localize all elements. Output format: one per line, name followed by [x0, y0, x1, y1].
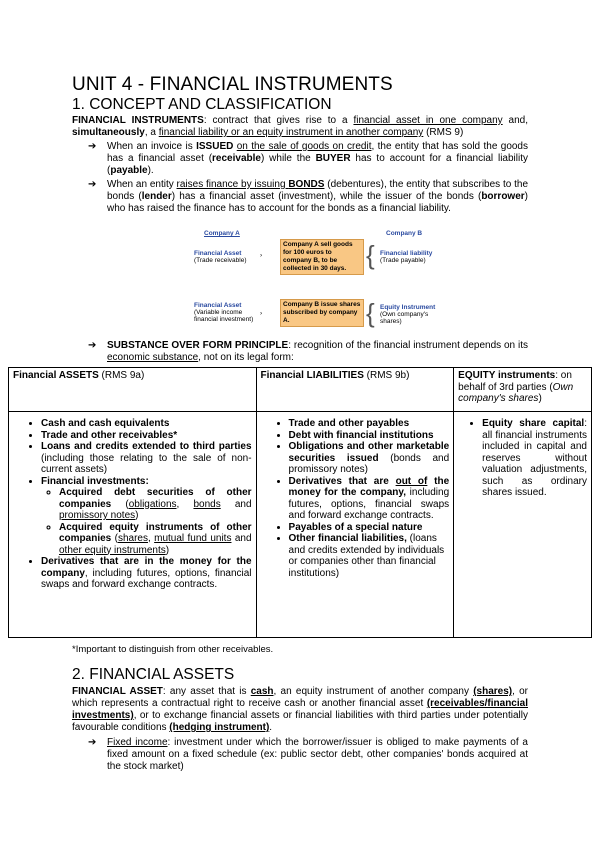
section-1-heading: 1. CONCEPT AND CLASSIFICATION	[72, 96, 332, 113]
share-issue-box: Company B issue shares subscribed by company A.	[280, 299, 364, 327]
company-b-label: Company B	[386, 230, 423, 237]
list-item: • Derivatives that are in the money for the company, including futures, options, financial swaps and forward exchange contracts.	[41, 556, 252, 591]
list-item: • Trade and other payables	[289, 418, 450, 430]
list-item: • Equity share capital: all financial instruments included in capital and reserves without valuation adjustments, such as ordinary shares issued.	[482, 418, 587, 499]
fa-definition: FINANCIAL ASSET: any asset that is cash, an equity instrument of another company (shares), or which represents a contractual right to receive cash or another financial asset (receivables/financial investments), or to exchange financial assets or financial liabilities with third parties under potentially favourable conditions (hedging instrument).	[72, 686, 529, 733]
list-item: • Loans and credits extended to third parties (including those relating to the sale of non-current assets)	[41, 441, 252, 476]
list-item: • Obligations and other marketable securities issued (bonds and promissory notes)	[289, 441, 450, 476]
financial-asset-1: Financial Asset (Trade receivable)	[194, 250, 247, 264]
header-assets: Financial ASSETS (RMS 9a)	[9, 368, 257, 412]
transaction-diagram: Company A Company B Financial Asset (Trade receivable) › Company A sell goods for 100 euros to company B, to be collected in 30 days. { Financial liability (Trade payable) Financial Asset (Variable income financial investment) › Company B issue shares subscribed by company A. { Equity Instrument (Own company's shares)	[194, 230, 436, 328]
bullet-bonds: ➔ When an entity raises finance by issuing BONDS (debentures), the entity that subscribes to the bonds (lender) has a financial asset (investment), while the issuer of the bonds (borrower) who has raised the finance has to account for the bonds as a financial liability.	[88, 179, 529, 214]
list-item: • Trade and other receivables*	[41, 430, 252, 442]
liabilities-cell	[256, 412, 454, 638]
list-item: ◦ Acquired equity instruments of other companies (shares, mutual fund units and other equity instruments)	[59, 522, 252, 557]
equity-cell	[454, 412, 592, 638]
list-item: ◦ Acquired debt securities of other companies (obligations, bonds and promissory notes)	[59, 487, 252, 522]
header-liabilities: Financial LIABILITIES (RMS 9b)	[256, 368, 454, 412]
section-2-heading: 2. FINANCIAL ASSETS	[72, 666, 235, 683]
header-equity: EQUITY instruments: on behalf of 3rd parties (Own company's shares)	[454, 368, 592, 412]
footnote: *Important to distinguish from other receivables.	[72, 644, 274, 655]
list-item: • Cash and cash equivalents	[41, 418, 252, 430]
financial-asset-2: Financial Asset (Variable income financial investment)	[194, 302, 254, 323]
list-item: • Financial investments: ◦ Acquired debt securities of other companies (obligations, bonds and promissory notes) ◦ Acquired equity instruments of other companies (shares, mutual fund units and other equity instruments)	[41, 476, 252, 557]
company-a-label: Company A	[204, 230, 240, 237]
assets-cell	[9, 412, 257, 638]
list-item: • Payables of a special nature	[289, 522, 450, 534]
bullet-fixed-income: ➔ Fixed income: investment under which the borrower/issuer is obliged to make payments of a fixed amount on a fixed schedule (ex: public sector debt, other companies' bonds acquired at the stock market)	[88, 737, 528, 772]
bullet-substance: ➔ SUBSTANCE OVER FORM PRINCIPLE: recognition of the financial instrument depends on its economic substance, not on its legal form:	[88, 340, 528, 363]
list-item: • Derivatives that are out of the money for the company, including futures, options, financial swaps and forward exchange contracts.	[289, 476, 450, 522]
list-item: • Other financial liabilities, (loans and credits extended by individuals or companies other than financial institutions)	[289, 533, 450, 579]
list-item: • Debt with financial institutions	[289, 430, 450, 442]
page-title: UNIT 4 - FINANCIAL INSTRUMENTS	[72, 74, 393, 95]
fi-definition: FINANCIAL INSTRUMENTS: contract that gives rise to a financial asset in one company and, simultaneously, a financial liability or an equity instrument in another company (RMS 9)	[72, 115, 529, 138]
bullet-invoice: ➔ When an invoice is ISSUED on the sale of goods on credit, the entity that has sold the goods has a financial asset (receivable) while the BUYER has to account for a financial liability (payable).	[88, 141, 528, 176]
financial-liability: Financial liability (Trade payable)	[380, 250, 433, 264]
classification-table	[8, 367, 592, 638]
sale-box: Company A sell goods for 100 euros to company B, to be collected in 30 days.	[280, 239, 364, 275]
equity-instrument: Equity Instrument (Own company's shares)	[380, 304, 436, 325]
